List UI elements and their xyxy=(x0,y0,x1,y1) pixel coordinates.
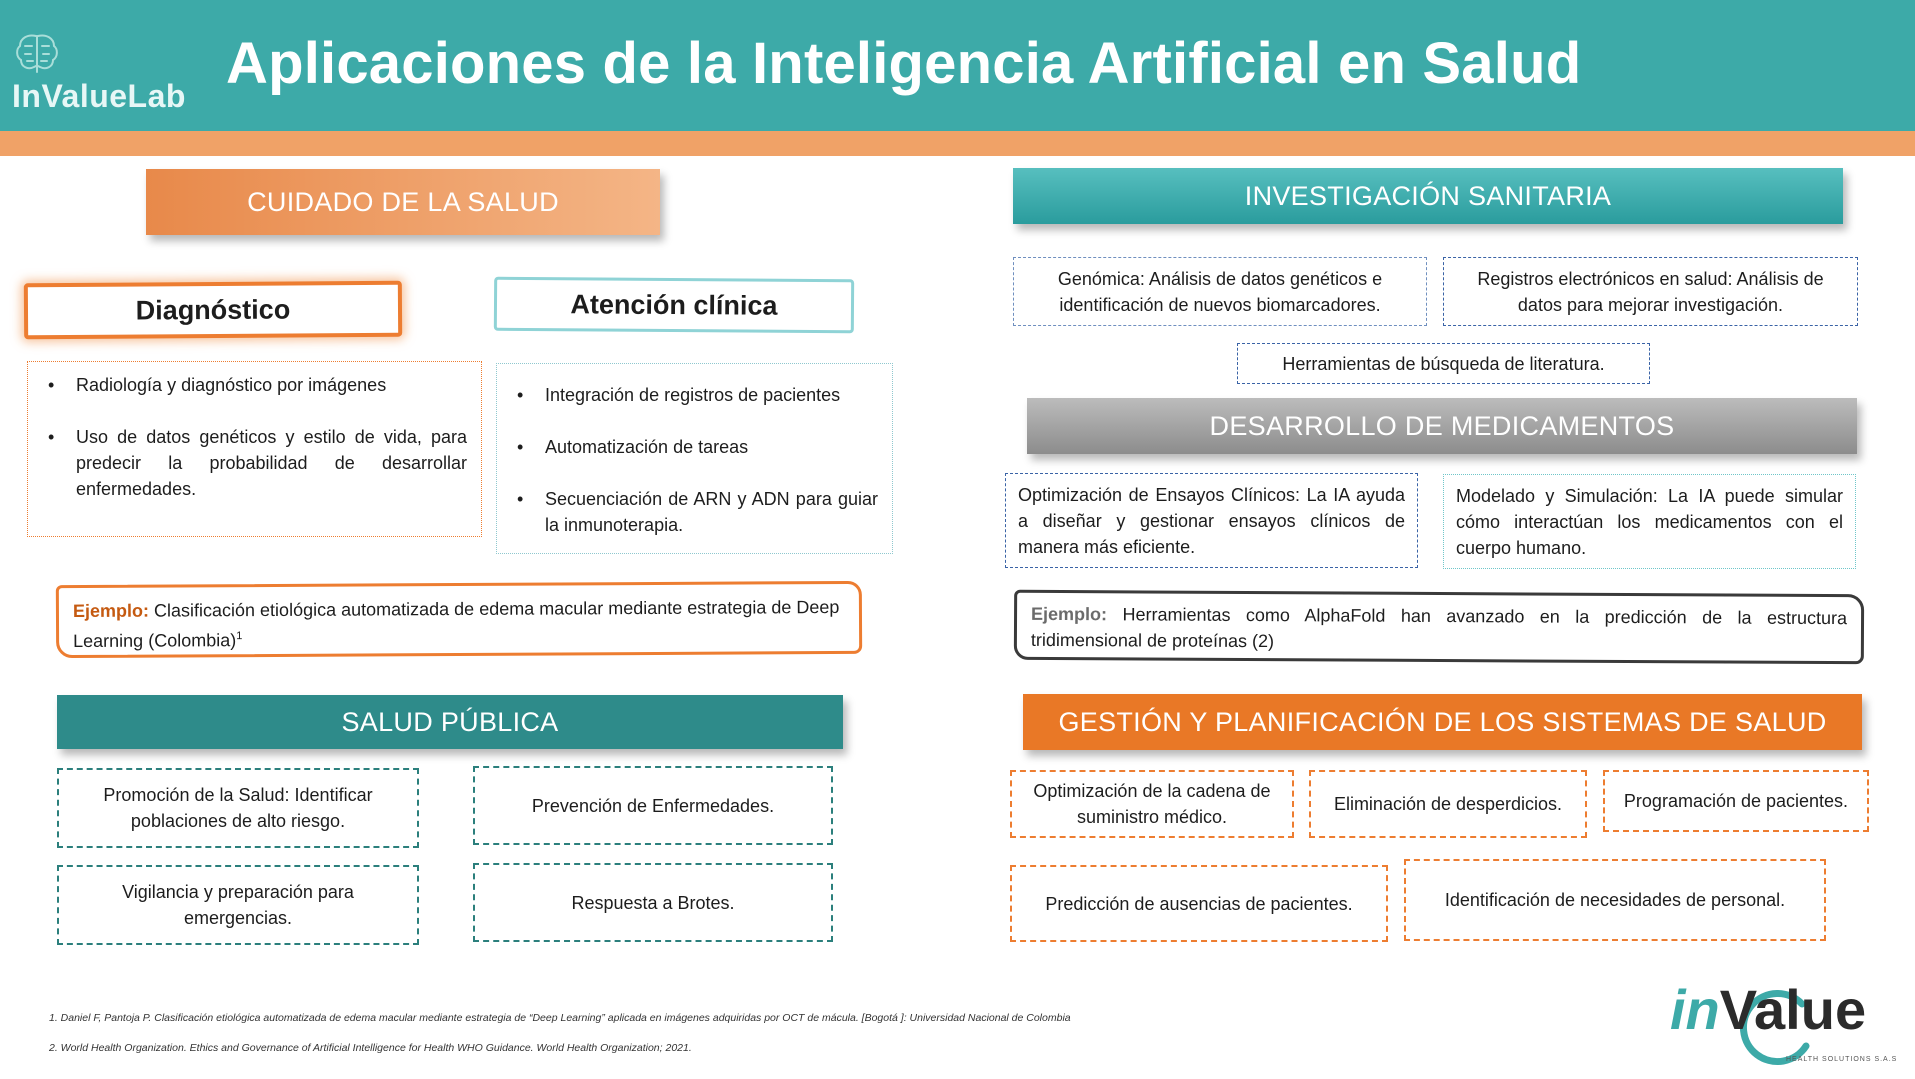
footnote: 2. World Health Organization. Ethics and Governance of Artificial Intelligence for Health WHO Guidance. World Health Organization; 2021. xyxy=(49,1042,692,1054)
salud-publica-item: Respuesta a Brotes. xyxy=(473,863,833,942)
section-cuidado-heading: CUIDADO DE LA SALUD xyxy=(146,169,660,235)
medicamentos-item: Modelado y Simulación: La IA puede simular cómo interactúan los medicamentos con el cuerpo humano. xyxy=(1443,474,1856,569)
invalue-logo xyxy=(1670,978,1898,1070)
diagnostico-box xyxy=(27,361,482,537)
ejemplo-label: Ejemplo: xyxy=(1031,603,1108,625)
investigacion-item: Genómica: Análisis de datos genéticos e identificación de nuevos biomarcadores. xyxy=(1013,257,1427,326)
header-stripe xyxy=(0,131,1915,156)
salud-publica-item: Prevención de Enfermedades. xyxy=(473,766,833,845)
atencion-title: Atención clínica xyxy=(494,277,854,334)
gestion-item: Programación de pacientes. xyxy=(1603,770,1869,832)
gestion-item: Optimización de la cadena de suministro médico. xyxy=(1010,770,1294,838)
page-title: Aplicaciones de la Inteligencia Artificial en Salud xyxy=(226,31,1582,96)
brand-subtitle: HEALTH SOLUTIONS S.A.S xyxy=(1786,1056,1898,1063)
gestion-item: Predicción de ausencias de pacientes. xyxy=(1010,865,1388,942)
section-medicamentos-heading: DESARROLLO DE MEDICAMENTOS xyxy=(1027,398,1857,454)
list-item: • Secuenciación de ARN y ADN para guiar la inmunoterapia. xyxy=(545,486,878,538)
list-item: • Radiología y diagnóstico por imágenes xyxy=(76,372,467,398)
section-gestion-heading: GESTIÓN Y PLANIFICACIÓN DE LOS SISTEMAS DE SALUD xyxy=(1023,694,1862,750)
section-salud-publica-heading: SALUD PÚBLICA xyxy=(57,695,843,749)
salud-publica-item: Vigilancia y preparación para emergencias. xyxy=(57,865,419,945)
atencion-box xyxy=(496,363,893,554)
diagnostico-title: Diagnóstico xyxy=(24,281,402,340)
brain-icon xyxy=(14,32,60,74)
ejemplo-text: Clasificación etiológica automatizada de edema macular mediante estrategia de Deep Learning (Colombia) xyxy=(73,597,840,652)
ejemplo-medicamentos xyxy=(1014,590,1864,664)
ejemplo-text: Herramientas como AlphaFold han avanzado en la predicción de la estructura tridimensional de proteínas (2) xyxy=(1030,604,1848,652)
investigacion-item: Registros electrónicos en salud: Análisis de datos para mejorar investigación. xyxy=(1443,257,1858,326)
medicamentos-item: Optimización de Ensayos Clínicos: La IA ayuda a diseñar y gestionar ensayos clínicos de manera más eficiente. xyxy=(1005,473,1418,568)
footnote: 1. Daniel F, Pantoja P. Clasificación etiológica automatizada de edema macular mediante estrategia de “Deep Learning” aplicada en imágenes adquiridas por OCT de mácula. [Bogotá ]: Universidad Nacional de Colombia xyxy=(49,1012,1071,1024)
list-item: • Automatización de tareas xyxy=(545,434,878,460)
ejemplo-label: Ejemplo: xyxy=(72,600,150,622)
brand-value: Value xyxy=(1719,978,1867,1041)
list-item: • Uso de datos genéticos y estilo de vida, para predecir la probabilidad de desarrollar enfermedades. xyxy=(76,424,467,502)
ejemplo-ref: 1 xyxy=(236,630,243,643)
brand-in: in xyxy=(1670,978,1720,1041)
list-item: • Integración de registros de pacientes xyxy=(545,382,878,408)
investigacion-item: Herramientas de búsqueda de literatura. xyxy=(1237,343,1650,384)
brand-wordmark xyxy=(1670,980,1866,1040)
section-investigacion-heading: INVESTIGACIÓN SANITARIA xyxy=(1013,168,1843,224)
gestion-item: Eliminación de desperdicios. xyxy=(1309,770,1587,838)
gestion-item: Identificación de necesidades de personal. xyxy=(1404,859,1826,941)
ejemplo-cuidado xyxy=(56,581,862,658)
salud-publica-item: Promoción de la Salud: Identificar poblaciones de alto riesgo. xyxy=(57,768,419,848)
logo-text: InValueLab xyxy=(12,78,186,114)
